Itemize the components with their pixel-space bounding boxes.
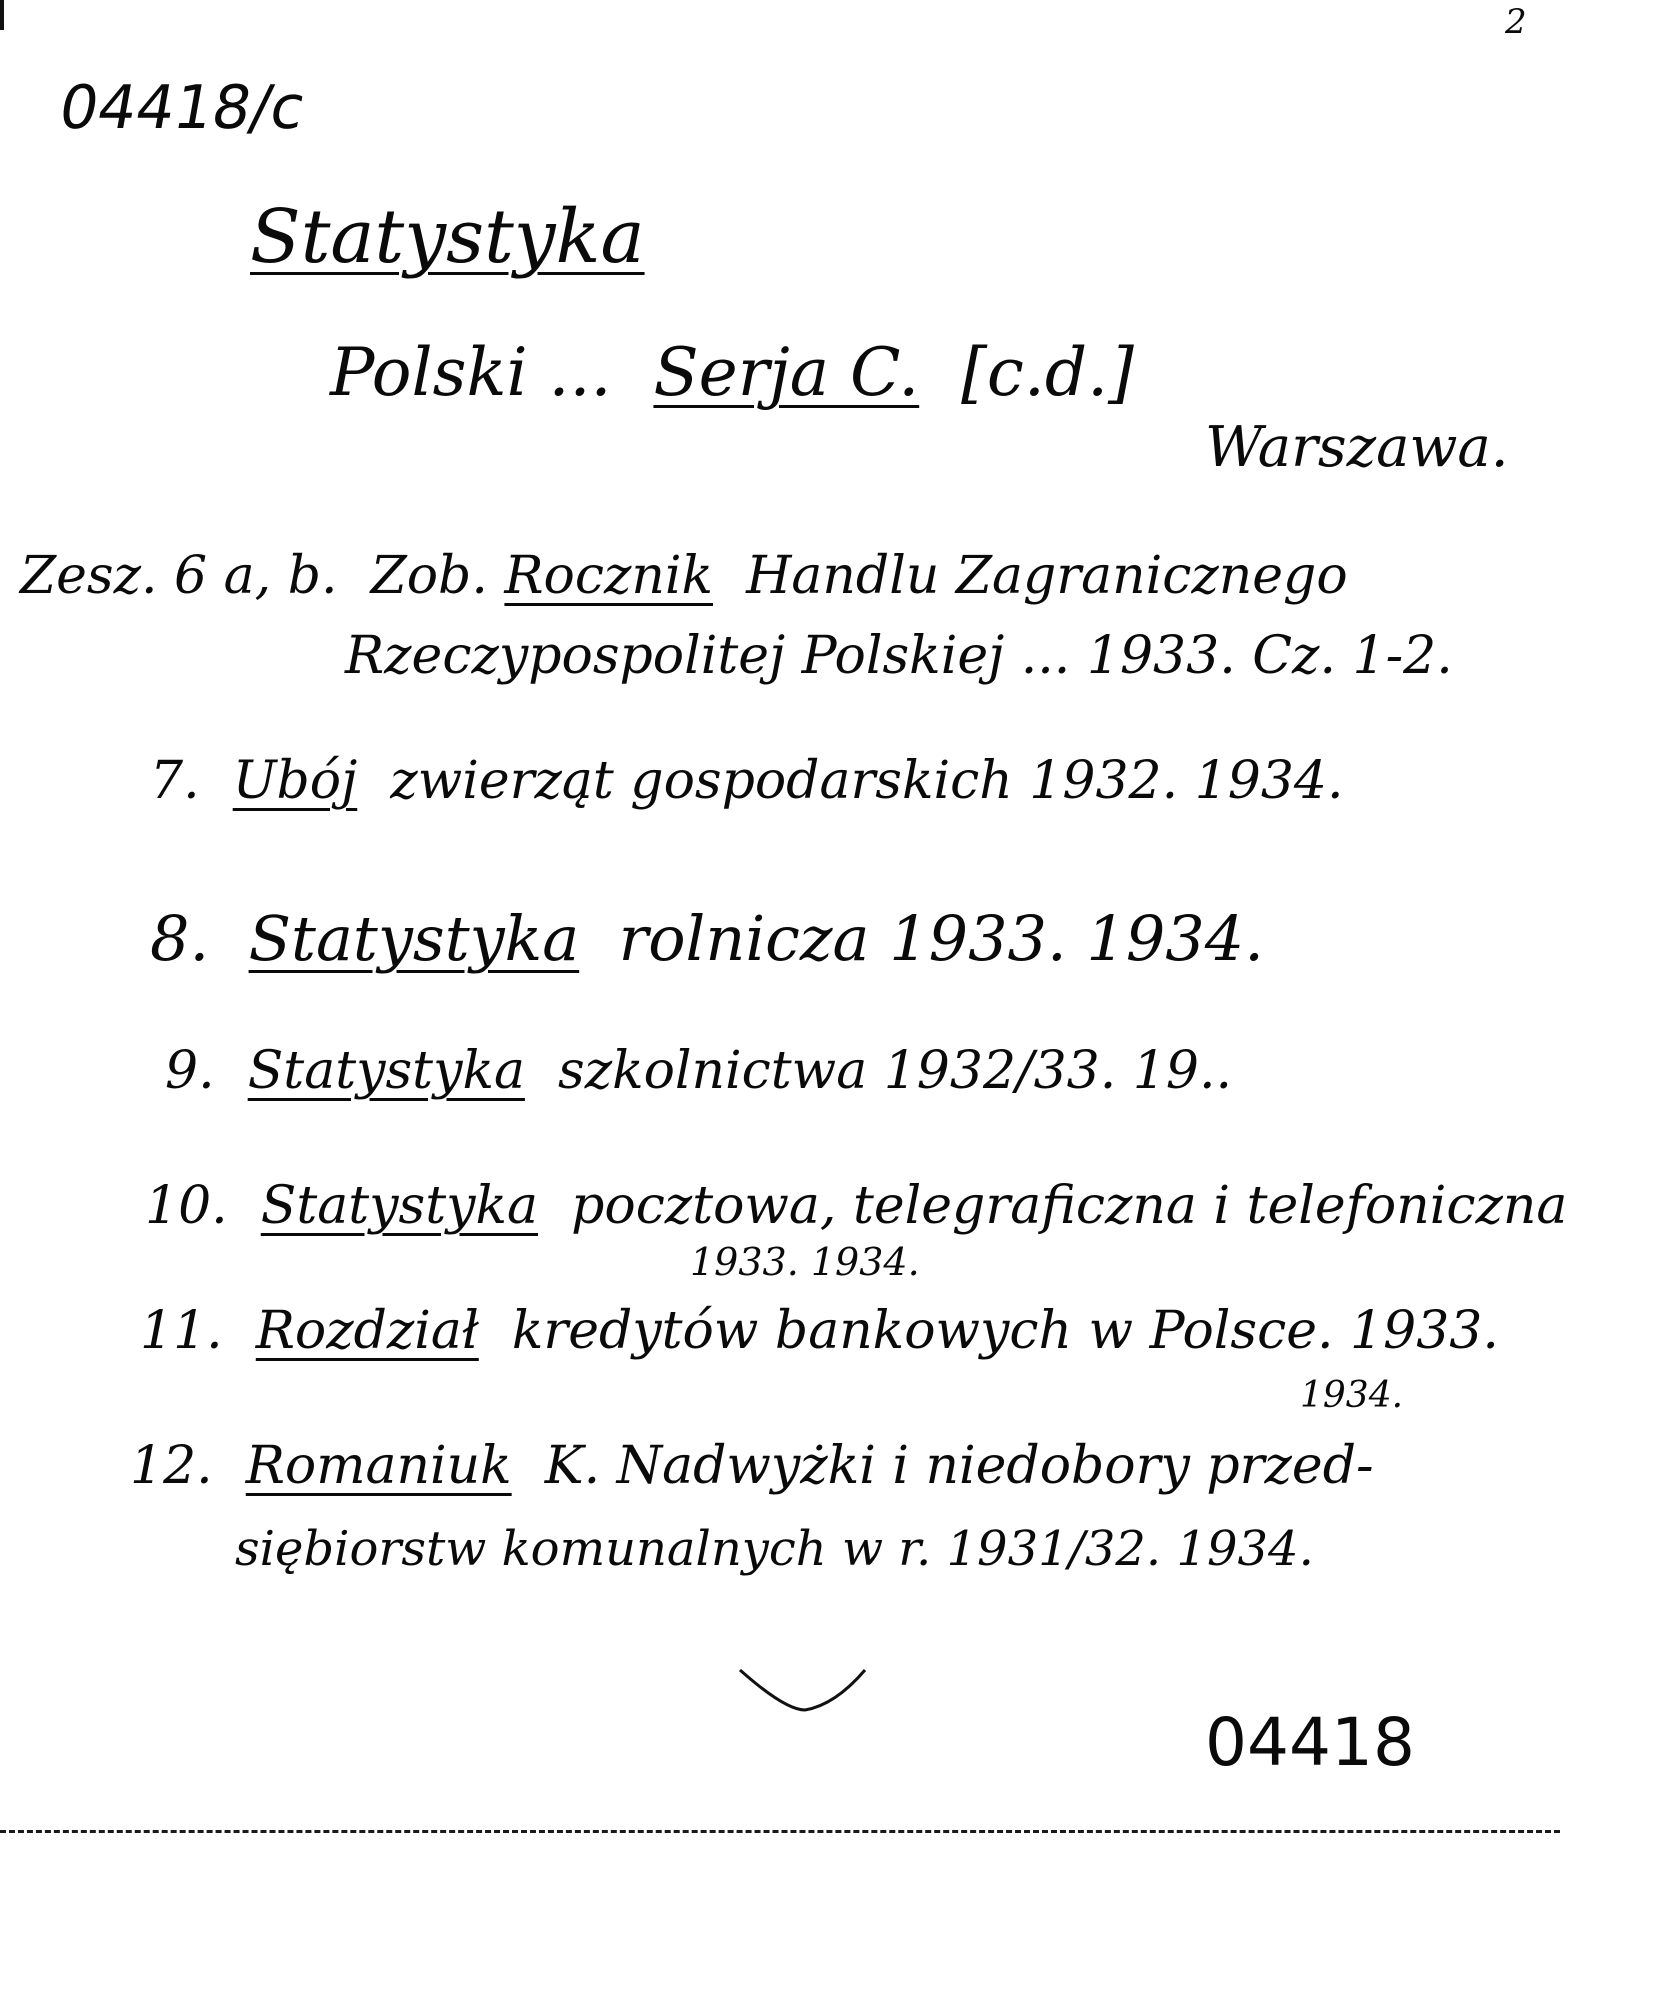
entry-text: K. Nadwyżki i niedobory przed-	[544, 1436, 1374, 1496]
subtitle-suffix: [c.d.]	[961, 334, 1134, 411]
entry-12-continuation: siębiorstw komunalnych w r. 1931/32. 1934.	[235, 1521, 1314, 1577]
entry-number: 7.	[150, 751, 200, 811]
entry-7	[150, 751, 1344, 811]
bottom-divider	[0, 1830, 1560, 1833]
flourish-mark	[735, 1665, 875, 1725]
entry-10-years: 1933. 1934.	[690, 1240, 920, 1284]
place-of-publication: Warszawa.	[1205, 415, 1509, 480]
entry-heading: Ubój	[232, 751, 358, 811]
entry-9	[165, 1041, 1233, 1101]
entry-text: kredytów bankowych w Polsce. 1933.	[511, 1301, 1499, 1361]
entry-text: rolnicza 1933. 1934.	[618, 902, 1264, 975]
entry-text: zwierząt gospodarskich 1932. 1934.	[390, 751, 1344, 811]
entry-text: Handlu Zagranicznego	[746, 546, 1348, 606]
entry-heading: Statystyka	[247, 1041, 525, 1101]
entry-heading: Rocznik	[504, 546, 714, 606]
entry-11	[140, 1301, 1499, 1361]
entry-8	[150, 902, 1264, 975]
entry-number: 12.	[130, 1436, 213, 1496]
subtitle-prefix: Polski ...	[330, 334, 612, 411]
entry-10	[145, 1176, 1568, 1236]
entry-text: szkolnictwa 1932/33. 19..	[558, 1041, 1233, 1101]
entry-number: 11.	[140, 1301, 223, 1361]
subtitle-series: Serja C.	[653, 334, 920, 411]
card-subtitle	[330, 334, 1134, 411]
card-title: Statystyka	[250, 194, 645, 280]
entry-12	[130, 1436, 1374, 1496]
entry-6	[20, 546, 1348, 606]
entry-number: Zesz. 6 a, b.	[20, 546, 338, 606]
call-number-bottom: 04418	[1205, 1704, 1415, 1781]
call-number-top: 04418/c	[53, 73, 311, 143]
entry-number: 8.	[150, 902, 210, 975]
entry-11-year: 1934.	[1300, 1375, 1404, 1416]
entry-number: 9.	[165, 1041, 215, 1101]
entry-lead: Zob.	[370, 546, 488, 606]
entry-heading: Romaniuk	[245, 1436, 512, 1496]
entry-heading: Statystyka	[260, 1176, 539, 1236]
entry-number: 10.	[145, 1176, 228, 1236]
entry-6-continuation: Rzeczypospolitej Polskiej ... 1933. Cz. 1-2.	[345, 626, 1453, 686]
corner-mark: 2	[1505, 2, 1527, 42]
entry-heading: Rozdział	[255, 1301, 479, 1361]
card-edge	[0, 0, 4, 30]
entry-text: pocztowa, telegraficzna i telefoniczna	[571, 1176, 1568, 1236]
entry-heading: Statystyka	[248, 902, 580, 975]
